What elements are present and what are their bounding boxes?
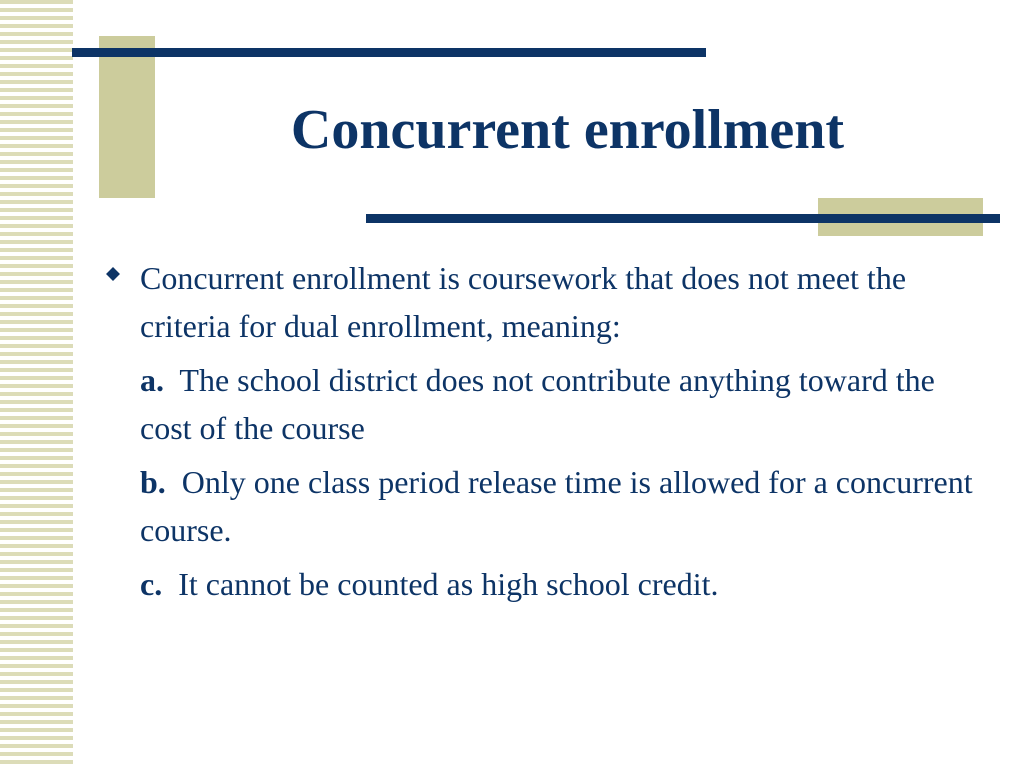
sub-item-letter: b. [140,464,166,500]
diamond-bullet-icon [106,267,120,281]
sub-item-text: The school district does not contribute anything toward the cost of the course [140,362,935,446]
sub-item-letter: c. [140,566,163,602]
sub-item-a [103,356,983,452]
slide-title: Concurrent enrollment [290,99,845,161]
sub-item-b [103,458,983,554]
decorative-stripes [0,0,73,768]
sub-item-c [103,560,983,608]
sub-item-text: It cannot be counted as high school credit. [178,566,719,602]
bullet-item [103,254,983,350]
title-rule-top [72,48,706,57]
title-rule-bottom [366,214,1000,223]
sub-item-text: Only one class period release time is allowed for a concurrent course. [140,464,973,548]
bullet-text: Concurrent enrollment is coursework that does not meet the criteria for dual enrollment, meaning: [140,260,907,344]
slide-body [103,254,983,614]
title-accent-block-left [99,36,155,198]
sub-item-letter: a. [140,362,164,398]
